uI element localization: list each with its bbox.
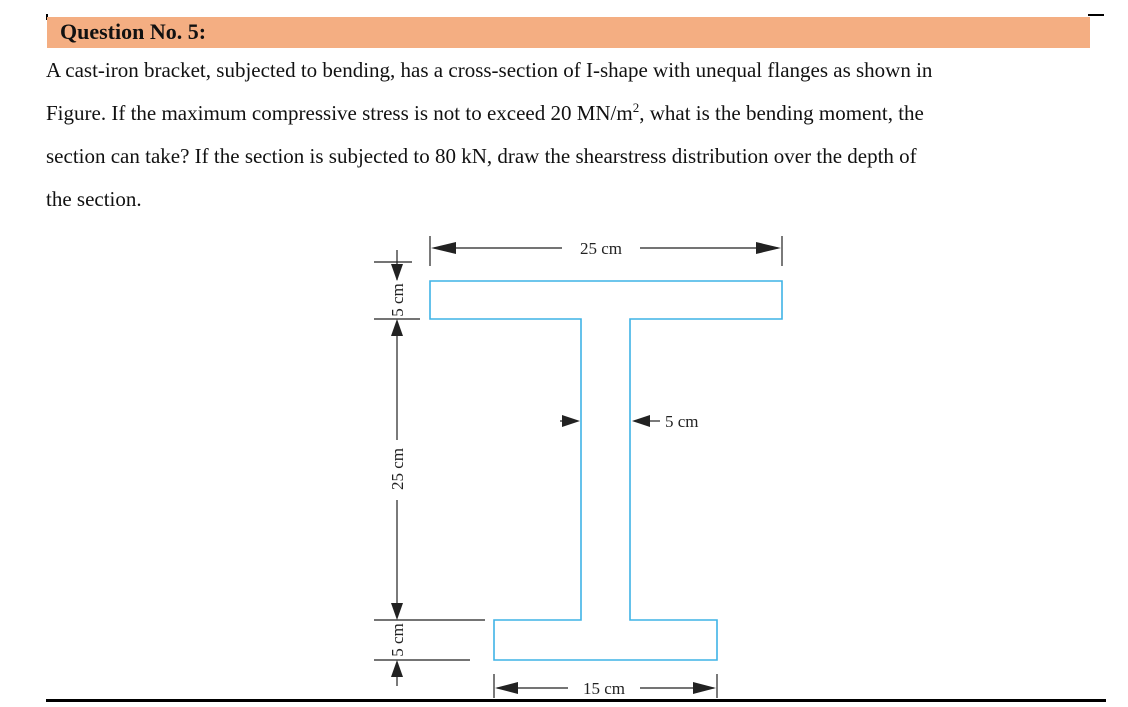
question-line-2-end: , what is the bending moment, the xyxy=(639,101,924,125)
question-heading: Question No. 5: xyxy=(60,19,207,44)
question-line-3: section can take? If the section is subjected to 80 kN, draw the shearstress distribution over the depth of xyxy=(46,144,917,168)
bottom-rule xyxy=(46,699,1106,702)
web-height-label: 25 cm xyxy=(388,447,407,491)
question-line-2-start: Figure. If the maximum compressive stress is not to exceed 20 MN/m xyxy=(46,101,633,125)
top-flange-thickness-label: 5 cm xyxy=(388,283,407,317)
question-line-2-superscript: 2 xyxy=(632,100,640,115)
bottom-flange-dimension-label: 15 cm xyxy=(582,679,626,698)
web-thickness-dimension xyxy=(560,415,660,427)
question-line-4: the section. xyxy=(46,187,142,211)
question-line-1: A cast-iron bracket, subjected to bending, has a cross-section of I-shape with unequal flanges as shown in xyxy=(46,58,933,82)
web-thickness-label: 5 cm xyxy=(665,412,699,431)
i-section-outline xyxy=(430,281,782,660)
bottom-flange-thickness-label: 5 cm xyxy=(388,623,407,657)
top-flange-dimension-label: 25 cm xyxy=(579,239,623,258)
